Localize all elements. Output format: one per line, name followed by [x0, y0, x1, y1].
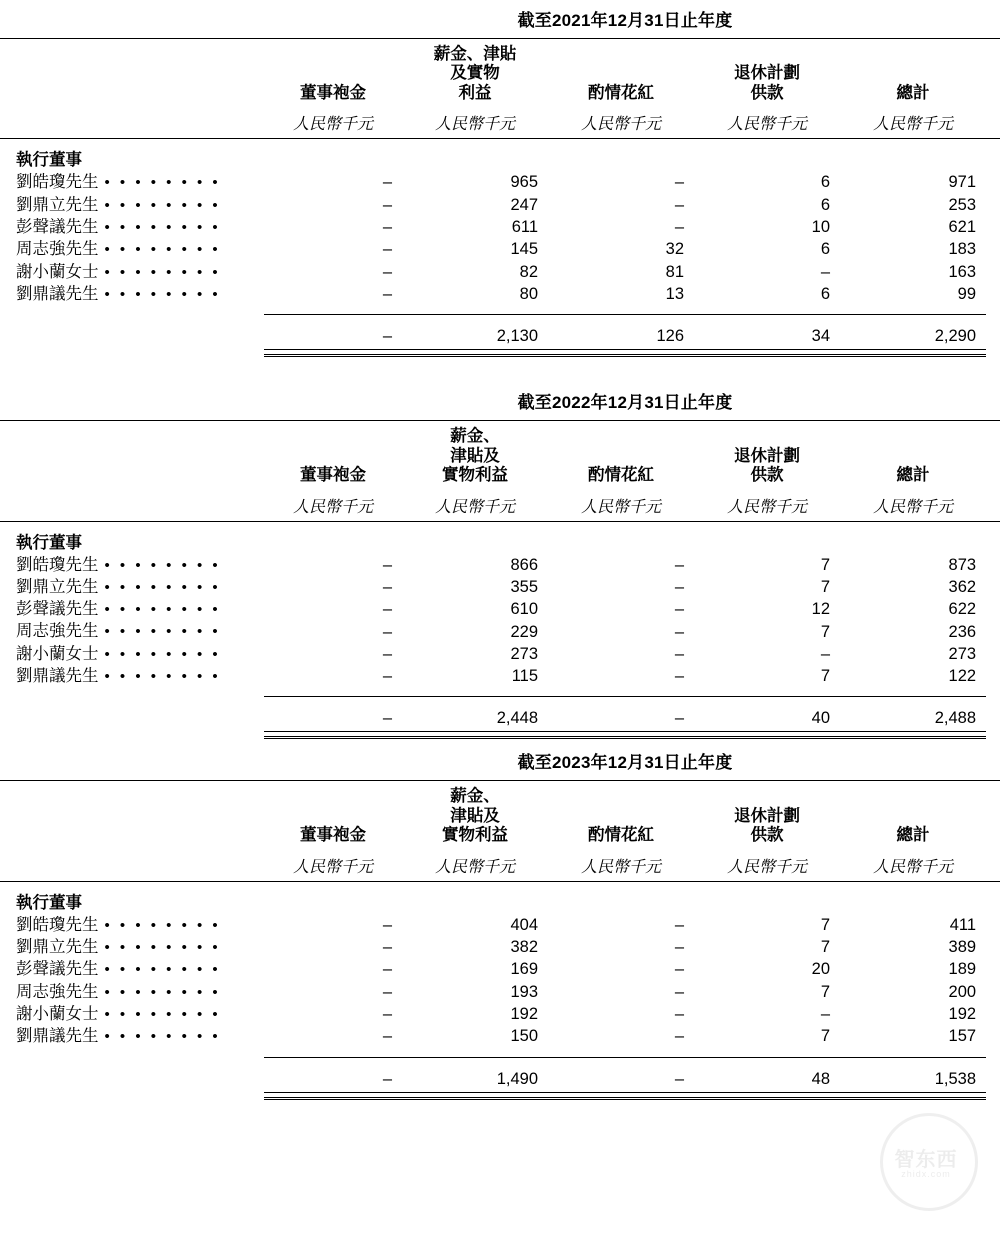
col-header-bonus: 酌情花紅 [588, 83, 654, 102]
table-row [0, 216, 1000, 238]
totals-row [0, 1060, 1000, 1093]
leader-dots: • • • • • • • • [104, 623, 221, 641]
director-name: 劉鼎立先生 [16, 195, 99, 214]
cell-pension: 6 [820, 195, 830, 214]
cell-director-fee: – [382, 938, 392, 957]
cell-salary: 382 [510, 938, 538, 957]
cell-total: 236 [948, 622, 977, 641]
leader-dots: • • • • • • • • [104, 578, 221, 596]
section-label-row [0, 881, 1000, 914]
table-row [0, 238, 1000, 260]
table-row [0, 1003, 1000, 1025]
director-name-cell [0, 643, 264, 665]
total-total: 2,488 [934, 709, 977, 728]
director-name: 彭聲議先生 [16, 600, 99, 619]
column-header-row [0, 39, 1000, 109]
table-row [0, 958, 1000, 980]
remuneration-table-2022 [0, 387, 1000, 739]
director-name-cell [0, 283, 264, 305]
leader-dots: • • • • • • • • [104, 263, 221, 281]
col-header-director-fee: 董事袍金 [300, 826, 366, 845]
col-header-salary [402, 781, 548, 851]
remuneration-table-2023 [0, 747, 1000, 1099]
director-name: 謝小蘭女士 [16, 644, 99, 663]
unit-salary: 人民幣千元 [434, 858, 515, 876]
cell-salary: 169 [510, 960, 538, 979]
cell-total: 157 [948, 1027, 977, 1046]
table-row [0, 643, 1000, 665]
leader-dots: • • • • • • • • [104, 645, 221, 663]
total-total: 1,538 [934, 1069, 977, 1088]
total-bonus: 126 [656, 327, 684, 346]
table-row [0, 914, 1000, 936]
col-header-total: 總計 [896, 83, 930, 102]
unit-total: 人民幣千元 [873, 858, 954, 876]
cell-pension: 7 [820, 982, 830, 1001]
leader-dots: • • • • • • • • [104, 285, 221, 303]
cell-bonus: 13 [665, 284, 684, 303]
director-name-cell [0, 238, 264, 260]
table-row [0, 936, 1000, 958]
cell-total: 189 [948, 960, 977, 979]
director-name-cell [0, 171, 264, 193]
cell-pension: 20 [811, 960, 830, 979]
cell-pension: – [820, 644, 830, 663]
cell-total: 163 [948, 262, 976, 281]
leader-dots: • • • • • • • • [104, 983, 221, 1001]
director-name-cell [0, 936, 264, 958]
col-header-salary-line1: 薪金、津貼 [433, 45, 517, 63]
subtotal-spacer [0, 1048, 1000, 1058]
director-name: 劉皓瓊先生 [16, 555, 99, 574]
cell-bonus: – [674, 555, 684, 574]
cell-pension: 6 [820, 240, 830, 259]
unit-row [0, 108, 1000, 138]
director-name-cell [0, 665, 264, 687]
totals-row [0, 317, 1000, 350]
table-row [0, 261, 1000, 283]
cell-salary: 273 [510, 644, 538, 663]
cell-total: 873 [948, 555, 977, 574]
subtotal-spacer [0, 305, 1000, 315]
director-name: 劉鼎議先生 [16, 667, 99, 686]
col-header-salary-line2: 津貼及 [450, 806, 500, 825]
col-header-director-fee: 董事袍金 [300, 83, 366, 102]
cell-total: 253 [948, 195, 976, 214]
cell-director-fee: – [382, 915, 392, 934]
block-gap [0, 739, 1000, 747]
director-name: 劉鼎立先生 [16, 938, 99, 957]
unit-salary: 人民幣千元 [434, 116, 515, 134]
cell-total: 362 [948, 577, 977, 596]
cell-director-fee: – [382, 284, 392, 303]
cell-salary: 404 [510, 915, 538, 934]
table-row [0, 283, 1000, 305]
director-name: 劉鼎立先生 [16, 577, 99, 596]
cell-bonus: – [674, 195, 684, 214]
col-header-salary-line3: 實物利益 [442, 466, 508, 485]
cell-director-fee: – [382, 262, 392, 281]
watermark [880, 1113, 976, 1209]
cell-pension: 12 [811, 600, 830, 619]
director-name-cell [0, 576, 264, 598]
unit-total: 人民幣千元 [872, 116, 953, 134]
table-row [0, 598, 1000, 620]
column-header-row [0, 421, 1000, 491]
leader-dots: • • • • • • • • [104, 1028, 221, 1046]
cell-pension: 6 [820, 173, 830, 192]
cell-bonus: – [674, 577, 684, 596]
cell-bonus: – [674, 1005, 684, 1024]
cell-salary: 355 [510, 577, 538, 596]
director-name-cell [0, 914, 264, 936]
col-header-bonus: 酌情花紅 [588, 466, 654, 485]
cell-salary: 610 [510, 600, 538, 619]
total-bonus: – [674, 709, 684, 728]
leader-dots: • • • • • • • • [104, 174, 221, 192]
cell-pension: – [820, 1005, 830, 1024]
col-header-salary [402, 39, 548, 109]
cell-total: 99 [957, 284, 976, 303]
cell-salary: 192 [510, 1005, 538, 1024]
director-name: 周志強先生 [16, 982, 99, 1001]
director-name-cell [0, 981, 264, 1003]
col-header-pension [694, 781, 840, 851]
total-director-fee: – [382, 1069, 392, 1088]
director-name-cell [0, 1025, 264, 1047]
director-name: 劉皓瓊先生 [16, 915, 99, 934]
unit-row [0, 491, 1000, 521]
cell-director-fee: – [382, 667, 392, 686]
unit-row [0, 851, 1000, 881]
director-name: 謝小蘭女士 [16, 1004, 99, 1023]
cell-bonus: 32 [665, 240, 684, 259]
cell-director-fee: – [382, 982, 392, 1001]
director-name-cell [0, 216, 264, 238]
col-header-pension-line2: 供款 [750, 83, 784, 102]
cell-pension: – [820, 262, 830, 281]
total-director-fee: – [382, 327, 392, 346]
table-row [0, 1025, 1000, 1047]
cell-bonus: – [674, 915, 684, 934]
total-pension: 48 [811, 1069, 830, 1088]
section-label-executive-directors: 執行董事 [16, 893, 82, 912]
unit-director-fee: 人民幣千元 [292, 116, 373, 134]
col-header-pension [694, 421, 840, 491]
cell-pension: 7 [820, 667, 830, 686]
col-header-pension-line2: 供款 [750, 466, 784, 485]
cell-director-fee: – [382, 577, 392, 596]
cell-salary: 115 [511, 667, 538, 686]
director-name-cell [0, 598, 264, 620]
total-salary: 2,130 [496, 327, 538, 346]
watermark-circle [880, 1113, 978, 1211]
cell-total: 183 [948, 240, 976, 259]
cell-director-fee: – [382, 195, 392, 214]
leader-dots: • • • • • • • • [104, 556, 221, 574]
cell-salary: 965 [510, 173, 538, 192]
totals-row [0, 699, 1000, 732]
cell-salary: 247 [510, 195, 538, 214]
cell-director-fee: – [382, 960, 392, 979]
unit-pension: 人民幣千元 [726, 116, 807, 134]
cell-bonus: – [674, 667, 684, 686]
table-row [0, 620, 1000, 642]
cell-total: 411 [949, 915, 977, 934]
cell-director-fee: – [382, 600, 392, 619]
period-title: 截至2022年12月31日止年度 [517, 393, 733, 413]
cell-director-fee: – [382, 218, 392, 237]
block-gap [0, 357, 1000, 387]
unit-director-fee: 人民幣千元 [292, 858, 373, 876]
director-name: 劉皓瓊先生 [16, 173, 99, 192]
cell-director-fee: – [382, 1027, 392, 1046]
period-title-row [0, 5, 1000, 38]
leader-dots: • • • • • • • • [104, 241, 221, 259]
total-pension: 34 [811, 327, 830, 346]
unit-pension: 人民幣千元 [726, 498, 807, 516]
director-name: 周志強先生 [16, 240, 99, 259]
col-header-salary-line1: 薪金、 [450, 427, 500, 446]
section-label-executive-directors: 執行董事 [16, 151, 82, 170]
cell-director-fee: – [382, 240, 392, 259]
leader-dots: • • • • • • • • [104, 916, 221, 934]
cell-bonus: – [674, 938, 684, 957]
table-row [0, 665, 1000, 687]
col-header-salary-line1: 薪金、 [450, 787, 500, 806]
cell-salary: 611 [511, 218, 538, 237]
cell-pension: 6 [820, 284, 830, 303]
total-pension: 40 [811, 709, 830, 728]
cell-pension: 10 [811, 218, 830, 237]
cell-bonus: – [674, 1027, 684, 1046]
col-header-total: 總計 [896, 466, 930, 485]
cell-director-fee: – [382, 173, 392, 192]
period-title: 截至2023年12月31日止年度 [517, 753, 733, 773]
director-name-cell [0, 554, 264, 576]
director-name: 彭聲議先生 [16, 960, 99, 979]
period-title-row [0, 387, 1000, 420]
unit-bonus: 人民幣千元 [580, 858, 661, 876]
cell-pension: 7 [820, 622, 830, 641]
director-name-cell [0, 261, 264, 283]
col-header-total: 總計 [896, 826, 930, 845]
director-name: 謝小蘭女士 [16, 262, 99, 281]
cell-bonus: – [674, 600, 684, 619]
cell-total: 200 [948, 982, 977, 1001]
cell-bonus: – [674, 622, 684, 641]
table-row [0, 554, 1000, 576]
director-name: 彭聲議先生 [16, 218, 99, 236]
table-row [0, 194, 1000, 216]
col-header-salary [402, 421, 548, 491]
cell-salary: 866 [510, 555, 538, 574]
cell-salary: 145 [510, 240, 538, 259]
period-title-row [0, 747, 1000, 780]
leader-dots: • • • • • • • • [104, 961, 221, 979]
unit-bonus: 人民幣千元 [580, 498, 661, 516]
col-header-salary-line3: 實物利益 [442, 826, 508, 845]
total-salary: 2,448 [496, 709, 538, 728]
section-label-row [0, 139, 1000, 172]
col-header-director-fee: 董事袍金 [300, 466, 366, 485]
leader-dots: • • • • • • • • [104, 668, 221, 686]
cell-pension: 7 [820, 915, 830, 934]
cell-bonus: – [674, 960, 684, 979]
period-title: 截至2021年12月31日止年度 [517, 11, 733, 30]
cell-pension: 7 [820, 938, 830, 957]
cell-pension: 7 [820, 577, 830, 596]
cell-bonus: – [674, 218, 684, 237]
unit-pension: 人民幣千元 [726, 858, 807, 876]
col-header-pension [694, 39, 840, 109]
col-header-bonus: 酌情花紅 [588, 826, 654, 845]
table-row [0, 171, 1000, 193]
cell-director-fee: – [382, 622, 392, 641]
cell-salary: 150 [510, 1027, 538, 1046]
unit-bonus: 人民幣千元 [580, 116, 661, 134]
col-header-salary-line3: 利益 [458, 83, 492, 102]
remuneration-table-2021 [0, 0, 1000, 357]
unit-salary: 人民幣千元 [434, 498, 515, 516]
cell-total: 621 [948, 218, 976, 237]
cell-total: 389 [948, 938, 977, 957]
table-row [0, 576, 1000, 598]
total-total: 2,290 [934, 327, 976, 346]
leader-dots: • • • • • • • • [104, 219, 221, 236]
cell-salary: 193 [510, 982, 538, 1001]
col-header-salary-line2: 及實物 [450, 64, 500, 83]
col-header-pension-line1: 退休計劃 [734, 64, 800, 83]
section-label-executive-directors: 執行董事 [16, 533, 82, 552]
table-row [0, 981, 1000, 1003]
director-name-cell [0, 194, 264, 216]
cell-salary: 229 [510, 622, 538, 641]
cell-bonus: – [674, 982, 684, 1001]
cell-pension: 7 [820, 1027, 830, 1046]
director-name: 劉鼎議先生 [16, 284, 99, 303]
total-director-fee: – [382, 709, 392, 728]
col-header-pension-line2: 供款 [750, 826, 784, 845]
watermark-text: 智东西 [894, 1149, 958, 1171]
cell-salary: 80 [519, 284, 538, 303]
col-header-pension-line1: 退休計劃 [734, 446, 800, 465]
subtotal-spacer [0, 687, 1000, 697]
unit-total: 人民幣千元 [873, 498, 954, 516]
cell-salary: 82 [519, 262, 538, 281]
cell-bonus: – [674, 644, 684, 663]
leader-dots: • • • • • • • • [104, 1005, 221, 1023]
cell-pension: 7 [820, 555, 830, 574]
column-header-row [0, 781, 1000, 851]
cell-total: 122 [948, 667, 977, 686]
double-rule [0, 732, 1000, 738]
cell-total: 971 [948, 173, 976, 192]
double-rule [0, 350, 1000, 356]
director-name: 周志強先生 [16, 622, 99, 641]
double-rule [0, 1092, 1000, 1098]
col-header-salary-line2: 津貼及 [450, 446, 500, 465]
director-name-cell [0, 620, 264, 642]
cell-total: 192 [948, 1005, 977, 1024]
cell-director-fee: – [382, 555, 392, 574]
director-name-cell [0, 1003, 264, 1025]
unit-director-fee: 人民幣千元 [292, 498, 373, 516]
cell-total: 273 [948, 644, 977, 663]
cell-bonus: 81 [665, 262, 684, 281]
watermark-subtext: zhidx.com [901, 1169, 951, 1179]
section-label-row [0, 521, 1000, 554]
leader-dots: • • • • • • • • [104, 601, 221, 619]
cell-director-fee: – [382, 1005, 392, 1024]
director-name: 劉鼎議先生 [16, 1027, 99, 1046]
cell-total: 622 [948, 600, 977, 619]
total-salary: 1,490 [496, 1069, 538, 1088]
director-name-cell [0, 958, 264, 980]
leader-dots: • • • • • • • • [104, 196, 221, 214]
col-header-pension-line1: 退休計劃 [734, 806, 800, 825]
leader-dots: • • • • • • • • [104, 939, 221, 957]
cell-director-fee: – [382, 644, 392, 663]
cell-bonus: – [674, 173, 684, 192]
total-bonus: – [674, 1069, 684, 1088]
